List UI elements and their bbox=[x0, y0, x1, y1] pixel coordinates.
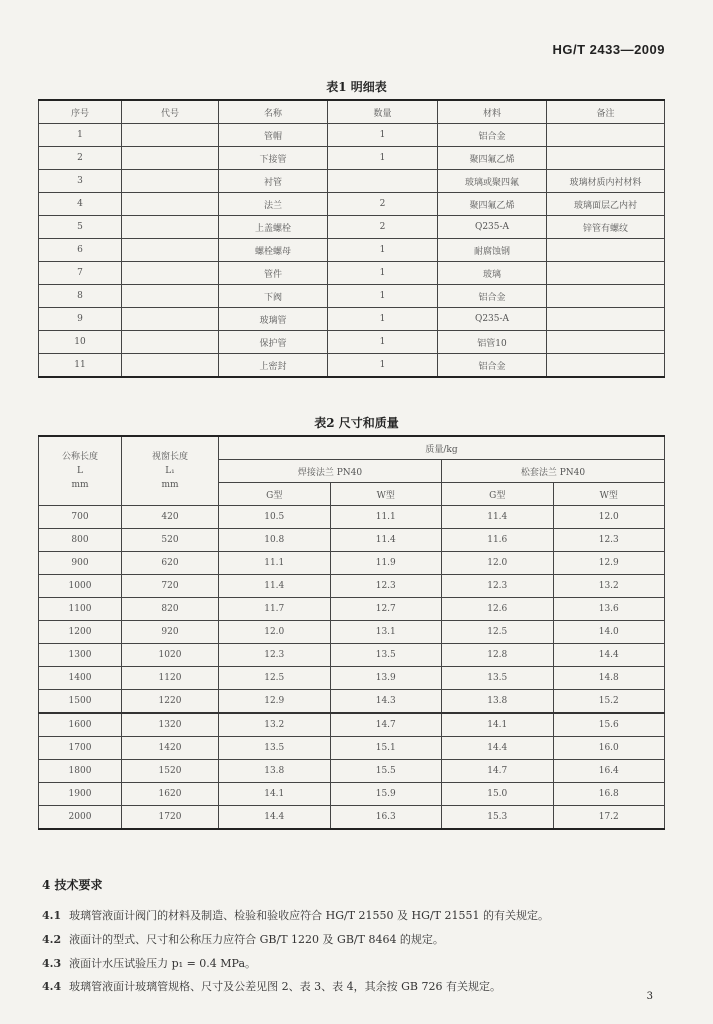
table-cell bbox=[547, 285, 665, 308]
table-cell: 玻璃管 bbox=[219, 308, 328, 331]
table-cell bbox=[122, 124, 219, 147]
table-cell: 1720 bbox=[122, 806, 219, 830]
col-header-name: 名称 bbox=[219, 100, 328, 124]
col-header-type: G型 bbox=[219, 483, 331, 506]
table-cell: 13.2 bbox=[553, 575, 665, 598]
table-cell: 耐腐蚀钢 bbox=[438, 239, 547, 262]
table-cell: 聚四氟乙烯 bbox=[438, 193, 547, 216]
table-cell: 铝合金 bbox=[438, 285, 547, 308]
table-cell: 2000 bbox=[39, 806, 122, 830]
clause-number: 4.2 bbox=[42, 933, 62, 946]
table-cell: 1 bbox=[328, 124, 438, 147]
table-cell: 9 bbox=[39, 308, 122, 331]
table-cell: 14.1 bbox=[442, 713, 554, 737]
table-cell bbox=[122, 354, 219, 378]
table-cell: 920 bbox=[122, 621, 219, 644]
table-row bbox=[39, 644, 665, 667]
table-row bbox=[39, 308, 665, 331]
table-cell: 1 bbox=[328, 308, 438, 331]
table-cell: 11.7 bbox=[219, 598, 331, 621]
table-cell: 15.6 bbox=[553, 713, 665, 737]
table-cell: 12.9 bbox=[219, 690, 331, 714]
table-cell: 12.3 bbox=[219, 644, 331, 667]
length-unit: mm bbox=[71, 480, 89, 490]
table-cell: 11.4 bbox=[442, 506, 554, 529]
table-cell: 14.0 bbox=[553, 621, 665, 644]
table-cell: 1 bbox=[328, 285, 438, 308]
view-length-unit: mm bbox=[161, 480, 179, 490]
table-cell: 1 bbox=[328, 331, 438, 354]
col-header-remarks: 备注 bbox=[547, 100, 665, 124]
table-cell: 1320 bbox=[122, 713, 219, 737]
table-cell bbox=[122, 331, 219, 354]
table-cell: 1800 bbox=[39, 760, 122, 783]
table-cell: 衬管 bbox=[219, 170, 328, 193]
table-cell: 10.5 bbox=[219, 506, 331, 529]
table1-caption: 表1 明细表 bbox=[326, 80, 387, 94]
table-cell: 13.5 bbox=[219, 737, 331, 760]
table-row bbox=[39, 239, 665, 262]
table-cell: 法兰 bbox=[219, 193, 328, 216]
clause-number: 4.1 bbox=[42, 909, 62, 922]
table-cell: 11.1 bbox=[330, 506, 442, 529]
table-cell: 10 bbox=[39, 331, 122, 354]
table-cell: 14.4 bbox=[553, 644, 665, 667]
table-cell bbox=[547, 331, 665, 354]
table-cell: 11 bbox=[39, 354, 122, 378]
table-cell: 15.0 bbox=[442, 783, 554, 806]
table-cell: 下接管 bbox=[219, 147, 328, 170]
col-header-code: 代号 bbox=[122, 100, 219, 124]
table-cell: 2 bbox=[328, 193, 438, 216]
table-cell: 铝管10 bbox=[438, 331, 547, 354]
table-cell: 14.4 bbox=[219, 806, 331, 830]
table-cell: 13.8 bbox=[219, 760, 331, 783]
table-cell: 1500 bbox=[39, 690, 122, 714]
clause-item bbox=[42, 955, 256, 971]
view-length-label: 视窗长度 bbox=[151, 452, 188, 462]
table-row bbox=[39, 124, 665, 147]
table-cell: 15.3 bbox=[442, 806, 554, 830]
table-cell: 13.1 bbox=[330, 621, 442, 644]
table-cell: 12.0 bbox=[219, 621, 331, 644]
table-cell: 1520 bbox=[122, 760, 219, 783]
standard-code: HG/T 2433—2009 bbox=[552, 42, 665, 57]
table-cell: 14.3 bbox=[330, 690, 442, 714]
table-cell: 螺栓螺母 bbox=[219, 239, 328, 262]
table-cell: 铝合金 bbox=[438, 354, 547, 378]
table-cell: 720 bbox=[122, 575, 219, 598]
clause-item bbox=[42, 978, 501, 994]
table-row bbox=[39, 552, 665, 575]
table-cell: 13.8 bbox=[442, 690, 554, 714]
col-header-view-length bbox=[122, 436, 219, 506]
table-cell: 1700 bbox=[39, 737, 122, 760]
table-cell: 1 bbox=[328, 262, 438, 285]
table-cell: 12.8 bbox=[442, 644, 554, 667]
clause-item bbox=[42, 931, 444, 947]
table-row bbox=[39, 783, 665, 806]
table-cell: 1000 bbox=[39, 575, 122, 598]
table-cell: 12.0 bbox=[442, 552, 554, 575]
table-row bbox=[39, 170, 665, 193]
table-cell: 1100 bbox=[39, 598, 122, 621]
table-cell: 16.0 bbox=[553, 737, 665, 760]
table-row bbox=[39, 193, 665, 216]
length-label: 公称长度 bbox=[61, 452, 98, 462]
table-cell: 玻璃材质内衬材料 bbox=[547, 170, 665, 193]
table-cell: 520 bbox=[122, 529, 219, 552]
table-row bbox=[39, 667, 665, 690]
table-cell bbox=[547, 239, 665, 262]
table-cell: 11.4 bbox=[330, 529, 442, 552]
clause-text: 液面计水压试验压力 p₁ = 0.4 MPa。 bbox=[69, 957, 257, 970]
table-cell bbox=[122, 239, 219, 262]
table-cell: 上密封 bbox=[219, 354, 328, 378]
table-cell: 420 bbox=[122, 506, 219, 529]
table-cell: 聚四氟乙烯 bbox=[438, 147, 547, 170]
table-cell: 15.9 bbox=[330, 783, 442, 806]
clause-item bbox=[42, 907, 549, 923]
table-cell: 16.3 bbox=[330, 806, 442, 830]
table-cell: 1 bbox=[328, 147, 438, 170]
table-cell bbox=[547, 262, 665, 285]
table-cell: 1300 bbox=[39, 644, 122, 667]
table-cell: 12.3 bbox=[330, 575, 442, 598]
section-title: 4 技术要求 bbox=[42, 878, 103, 892]
table-cell bbox=[547, 308, 665, 331]
col-header-index: 序号 bbox=[39, 100, 122, 124]
table-cell: 620 bbox=[122, 552, 219, 575]
page-number: 3 bbox=[646, 991, 653, 1002]
table-row bbox=[39, 575, 665, 598]
table-cell: 7 bbox=[39, 262, 122, 285]
table-cell bbox=[122, 193, 219, 216]
table-cell: 1420 bbox=[122, 737, 219, 760]
table-cell: Q235-A bbox=[438, 216, 547, 239]
table-cell: 11.6 bbox=[442, 529, 554, 552]
table-cell: 1900 bbox=[39, 783, 122, 806]
table-row bbox=[39, 147, 665, 170]
table-cell bbox=[547, 124, 665, 147]
table-cell: 6 bbox=[39, 239, 122, 262]
table-cell: 14.1 bbox=[219, 783, 331, 806]
table-cell: 下阀 bbox=[219, 285, 328, 308]
table-cell: 1 bbox=[328, 239, 438, 262]
table-cell: 15.5 bbox=[330, 760, 442, 783]
table-row bbox=[39, 285, 665, 308]
table-cell: 14.4 bbox=[442, 737, 554, 760]
length-symbol: L bbox=[77, 466, 83, 476]
table-row bbox=[39, 621, 665, 644]
clause-number: 4.3 bbox=[42, 957, 62, 970]
table-cell: 1120 bbox=[122, 667, 219, 690]
table-cell: 14.7 bbox=[442, 760, 554, 783]
col-header-type: W型 bbox=[330, 483, 442, 506]
col-header-length bbox=[39, 436, 122, 506]
table-cell: 1020 bbox=[122, 644, 219, 667]
table-cell: 4 bbox=[39, 193, 122, 216]
col-header-mass: 质量/kg bbox=[219, 436, 665, 460]
table-cell: 11.4 bbox=[219, 575, 331, 598]
table-cell bbox=[328, 170, 438, 193]
table-cell: 14.8 bbox=[553, 667, 665, 690]
table-cell: 12.3 bbox=[442, 575, 554, 598]
table-cell: 12.6 bbox=[442, 598, 554, 621]
table-cell: 13.5 bbox=[330, 644, 442, 667]
table-cell: 16.4 bbox=[553, 760, 665, 783]
table-cell: 11.9 bbox=[330, 552, 442, 575]
table-cell: 8 bbox=[39, 285, 122, 308]
table-cell: 锌管有螺纹 bbox=[547, 216, 665, 239]
table-cell: 900 bbox=[39, 552, 122, 575]
table-cell: 15.2 bbox=[553, 690, 665, 714]
table-row bbox=[39, 806, 665, 830]
col-header-type: W型 bbox=[553, 483, 665, 506]
table-row bbox=[39, 262, 665, 285]
table-cell: 上盖螺栓 bbox=[219, 216, 328, 239]
table-cell: 13.5 bbox=[442, 667, 554, 690]
table-cell: 13.2 bbox=[219, 713, 331, 737]
table-cell: 12.3 bbox=[553, 529, 665, 552]
view-length-symbol: L₁ bbox=[165, 466, 175, 476]
table-cell: 2 bbox=[328, 216, 438, 239]
table-cell: 2 bbox=[39, 147, 122, 170]
table-cell bbox=[122, 216, 219, 239]
table-header-row bbox=[39, 100, 665, 124]
table-cell: 1 bbox=[39, 124, 122, 147]
table-row bbox=[39, 506, 665, 529]
table-cell bbox=[122, 285, 219, 308]
table-cell: 12.5 bbox=[442, 621, 554, 644]
table-cell: 13.9 bbox=[330, 667, 442, 690]
table-cell: 保护管 bbox=[219, 331, 328, 354]
table-cell: Q235-A bbox=[438, 308, 547, 331]
table2-caption: 表2 尺寸和质量 bbox=[314, 416, 399, 430]
table-cell bbox=[122, 147, 219, 170]
table-cell: 16.8 bbox=[553, 783, 665, 806]
table-cell: 1200 bbox=[39, 621, 122, 644]
table-cell bbox=[122, 170, 219, 193]
table-cell: 玻璃 bbox=[438, 262, 547, 285]
col-header-loose-flange: 松套法兰 PN40 bbox=[442, 460, 665, 483]
table-row bbox=[39, 529, 665, 552]
parts-table bbox=[38, 99, 665, 378]
table-cell: 11.1 bbox=[219, 552, 331, 575]
table-row bbox=[39, 713, 665, 737]
table-cell: 13.6 bbox=[553, 598, 665, 621]
col-header-type: G型 bbox=[442, 483, 554, 506]
table-cell: 820 bbox=[122, 598, 219, 621]
table-cell bbox=[547, 147, 665, 170]
table-cell bbox=[122, 308, 219, 331]
table-cell: 15.1 bbox=[330, 737, 442, 760]
table-cell: 1600 bbox=[39, 713, 122, 737]
table-cell bbox=[122, 262, 219, 285]
col-header-material: 材料 bbox=[438, 100, 547, 124]
table-cell: 700 bbox=[39, 506, 122, 529]
clause-number: 4.4 bbox=[42, 980, 62, 993]
table-cell: 12.0 bbox=[553, 506, 665, 529]
table-cell: 管帽 bbox=[219, 124, 328, 147]
table-cell: 800 bbox=[39, 529, 122, 552]
clause-text: 玻璃管液面计玻璃管规格、尺寸及公差见图 2、表 3、表 4，其余按 GB 726 有关规定。 bbox=[69, 980, 501, 993]
table-cell bbox=[547, 354, 665, 378]
table-cell: 5 bbox=[39, 216, 122, 239]
table-cell: 3 bbox=[39, 170, 122, 193]
table-cell: 12.9 bbox=[553, 552, 665, 575]
table-row bbox=[39, 760, 665, 783]
table-cell: 1620 bbox=[122, 783, 219, 806]
table-cell: 1220 bbox=[122, 690, 219, 714]
table-cell: 玻璃面层乙内衬 bbox=[547, 193, 665, 216]
table-cell: 玻璃或聚四氟 bbox=[438, 170, 547, 193]
table-row bbox=[39, 737, 665, 760]
table-cell: 1 bbox=[328, 354, 438, 378]
table-row bbox=[39, 216, 665, 239]
table-cell: 铝合金 bbox=[438, 124, 547, 147]
table-cell: 14.7 bbox=[330, 713, 442, 737]
clause-text: 玻璃管液面计阀门的材料及制造、检验和验收应符合 HG/T 21550 及 HG/T 21551 的有关规定。 bbox=[69, 909, 549, 922]
table-row bbox=[39, 354, 665, 378]
table-cell: 12.5 bbox=[219, 667, 331, 690]
table-cell: 10.8 bbox=[219, 529, 331, 552]
table-cell: 12.7 bbox=[330, 598, 442, 621]
table-cell: 1400 bbox=[39, 667, 122, 690]
col-header-qty: 数量 bbox=[328, 100, 438, 124]
table-row bbox=[39, 331, 665, 354]
dimensions-table bbox=[38, 435, 665, 830]
col-header-welded-flange: 焊接法兰 PN40 bbox=[219, 460, 442, 483]
table-row bbox=[39, 598, 665, 621]
table-row bbox=[39, 690, 665, 714]
table-cell: 管件 bbox=[219, 262, 328, 285]
clause-text: 液面计的型式、尺寸和公称压力应符合 GB/T 1220 及 GB/T 8464 的规定。 bbox=[69, 933, 444, 946]
table-cell: 17.2 bbox=[553, 806, 665, 830]
